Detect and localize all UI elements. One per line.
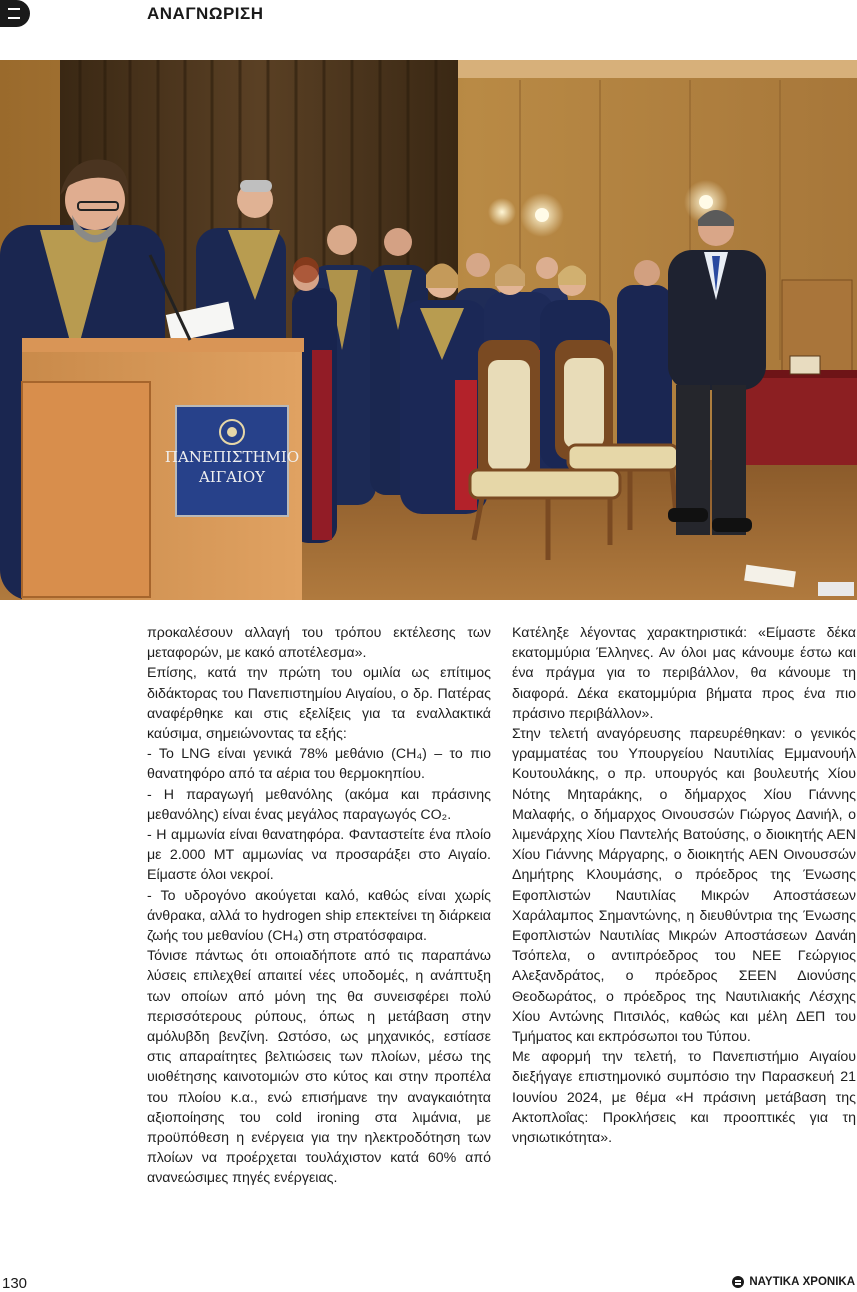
paragraph: Στην τελετή αναγόρευσης παρευρέθηκαν: ο γενικός γραμματέας του Υπουργείου Ναυτιλίας Εμμανουήλ Κουτουλάκης, ο πρ. υπουργός και βουλευτής Χίου Νότης Μηταράκης, ο δήμαρχος Χίου Γιάννης Μαλαφής, ο δήμαρχος Οινουσσών Γιώργος Δανιήλ, ο λιμενάρχης Χίου Παντελής Βατούσης, ο διοικητής ΑΕΝ Χίου Γιάννης Μάργαρης, ο διοικητής ΑΕΝ Οινουσσών Δημήτρης Κλουμάσης, ο πρόεδρος της Ένωσης Εφοπλιστών Ναυτιλίας Μικρών Αποστάσεων Χαράλαμπος Σημαντώνης, η διευθύντρια της Ένωσης Εφοπλιστών Ναυτιλίας Μικρών Αποστάσεων Δανάη Τσόπελα, ο αντιπρόεδρος του ΝΕΕ Γεώργιος Αλεξανδράτος, ο πρόεδρος ΣΕΕΝ Διονύσης Θεοδωράτος, ο πρόεδρος της Ναυτιλιακής Λέσχης Χίου Αντώνης Πιτσιλός, καθώς και μέλη ΔΕΠ του Τμήματος και εκπρόσωποι του Τύπου.	[512, 726, 856, 1046]
paragraph: Επίσης, κατά την πρώτη του ομιλία ως επίτιμος διδάκτορας του Πανεπιστημίου Αιγαίου, ο δρ. Πατέρας αναφέρθηκε και στις εξελίξεις για τα εναλλακτικά καύσιμα, σημειώνοντας τα εξής:	[147, 665, 491, 743]
paragraph: - Η παραγωγή μεθανόλης (ακόμα και πράσινης μεθανόλης) είναι ένας μεγάλος παραγωγός CO₂.	[147, 786, 491, 823]
page-number: 130	[2, 1275, 28, 1292]
article-left-column	[147, 623, 491, 1189]
paragraph: προκαλέσουν αλλαγή του τρόπου εκτέλεσης των μεταφορών, με κακό αποτέλεσμα».	[147, 625, 491, 662]
paragraph: - Το υδρογόνο ακούγεται καλό, καθώς είναι χωρίς άνθρακα, αλλά το hydrogen ship επεκτείνει τη διάρκεια ζωής του μεθανίου (CH₄) στη στρατόσφαιρα.	[147, 887, 491, 945]
publication-name: ΝΑΥΤΙΚΑ ΧΡΟΝΙΚΑ	[749, 1276, 855, 1288]
paragraph: Κατέληξε λέγοντας χαρακτηριστικά: «Είμαστε δέκα εκατομμύρια Έλληνες. Αν όλοι μας κάνουμε έστω και ένα πράγμα για το περιβάλλον, θα κάνουμε τη διαφορά. Δέκα εκατομμύρια βήματα προς ένα πιο πράσινο περιβάλλον».	[512, 625, 856, 722]
article-right-column	[512, 623, 856, 1148]
publication-logo-icon	[732, 1276, 744, 1288]
paragraph: Τόνισε πάντως ότι οποιαδήποτε από τις παραπάνω λύσεις επιλεχθεί απαιτεί νέες υποδομές, η ανάπτυξη των οποίων από μόνη της θα συνεισφέρει πολύ περισσότερους ρύπους, όπως η μετάβαση στην αμόλυβδη βενζίνη. Ωστόσο, ως μηχανικός, εστίασε στις απαραίτητες βελτιώσεις των πλοίων, μέσω της υιοθέτησης καινοτομιών στο κύτος και στην προπέλα του πλοίου κ.α., ενώ επισήμανε την αναγκαιότητα αξιοποίησης του cold ironing στα λιμάνια, με προϋπόθεση η ενέργεια για την ηλεκτροδότηση των πλοίων να προέρχεται τουλάχιστον κατά 60% από ανανεώσιμες πηγές ενέργειας.	[147, 948, 491, 1187]
paragraph: Με αφορμή την τελετή, το Πανεπιστήμιο Αιγαίου διεξήγαγε επιστημονικό συμπόσιο την Παρασκευή 21 Ιουνίου 2024, με θέμα «Η πράσινη μετάβαση της Ακτοπλοΐας: Προκλήσεις και προοπτικές για τη νησιωτικότητα».	[512, 1049, 856, 1147]
podium-sign-line2: ΑΙΓΑΙΟΥ	[198, 468, 266, 486]
section-label: ΑΝΑΓΝΩΡΙΣΗ	[147, 4, 264, 23]
ceremony-photo	[0, 60, 857, 600]
podium-sign-line1: ΠΑΝΕΠΙΣΤΗΜΙΟ	[164, 448, 300, 466]
menu-icon	[0, 0, 30, 27]
paragraph: - Το LNG είναι γενικά 78% μεθάνιο (CH₄) – το πιο θανατηφόρο από τα αέρια του θερμοκηπίου.	[147, 746, 491, 783]
publication-footer	[732, 1276, 855, 1288]
paragraph: - Η αμμωνία είναι θανατηφόρα. Φανταστείτε ένα πλοίο με 2.000 MT αμμωνίας να προσαράξει στο Αιγαίο. Είμαστε όλοι νεκροί.	[147, 827, 491, 884]
